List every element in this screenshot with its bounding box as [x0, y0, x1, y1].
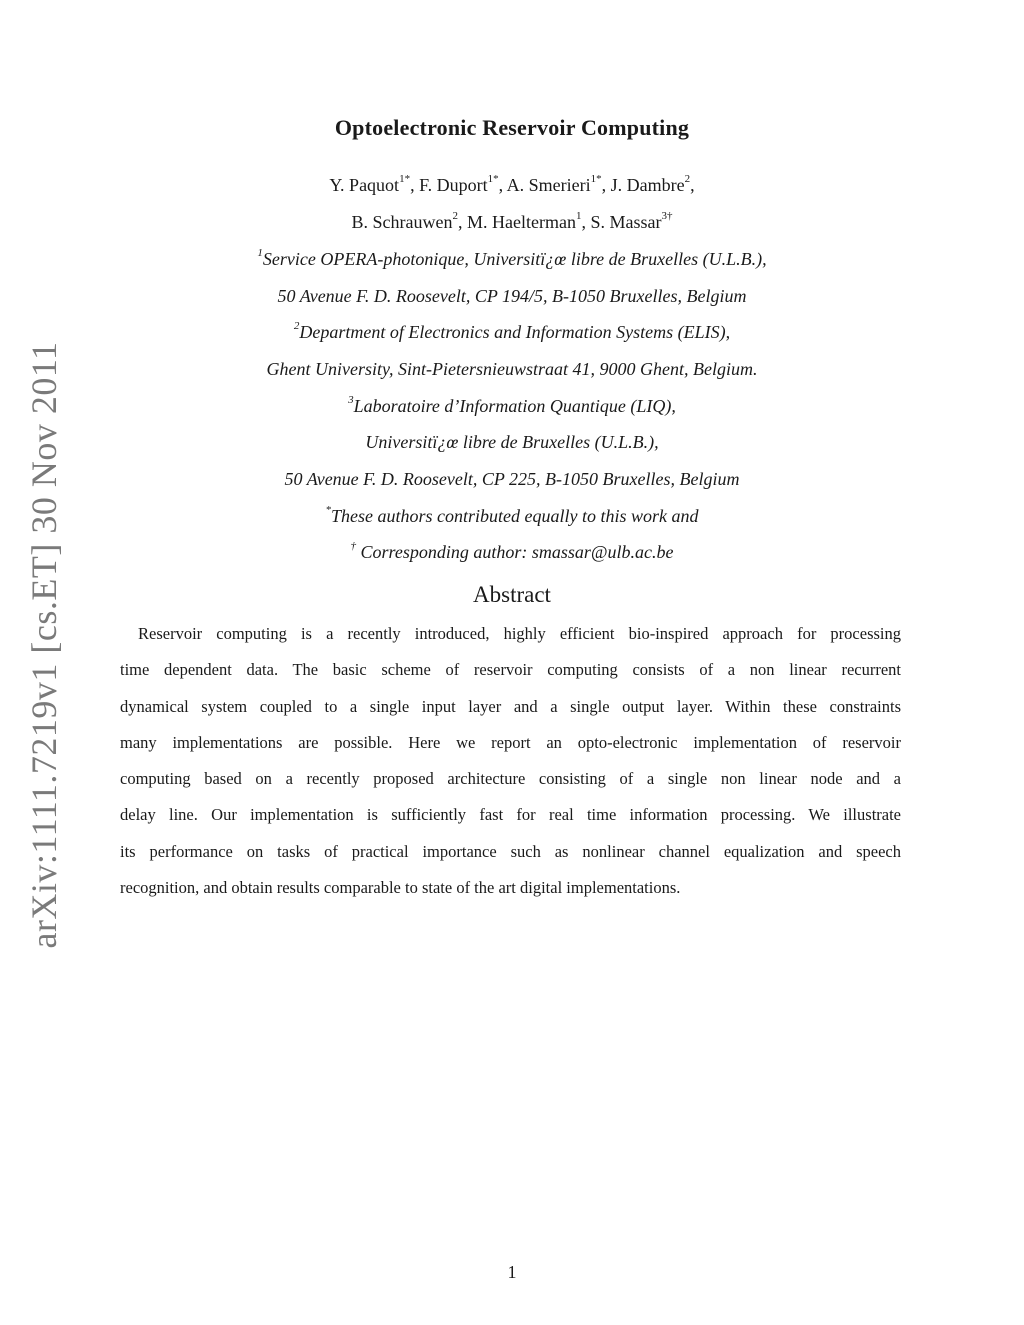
abstract-line: Reservoir computing is a recently introduced, highly efficient bio-inspired approach for processing: [138, 624, 901, 643]
author-affiliation-mark: 2: [452, 210, 458, 222]
affiliation-3-line-2: Universitï¿œ libre de Bruxelles (U.L.B.),: [365, 432, 659, 452]
equal-contribution-note: [0, 506, 1024, 527]
affiliation-2-line-1: [0, 322, 1024, 343]
author-affiliation-mark: 1*: [487, 173, 499, 185]
paper-title: Optoelectronic Reservoir Computing: [334, 115, 690, 140]
author-name: , S. Massar: [581, 212, 662, 232]
author-name: Y. Paquot: [329, 175, 400, 195]
affiliation-3-line-3: 50 Avenue F. D. Roosevelt, CP 225, B-1050 Bruxelles, Belgium: [284, 469, 740, 489]
abstract-line: time dependent data. The basic scheme of reservoir computing consists of a non linear recurrent: [120, 660, 901, 679]
author-affiliation-mark: 3†: [661, 210, 673, 222]
author-affiliation-mark: 1*: [399, 173, 411, 185]
abstract-line: its performance on tasks of practical importance such as nonlinear channel equalization and speech: [120, 842, 901, 861]
abstract-line: many implementations are possible. Here we report an opto-electronic implementation of reservoir: [120, 733, 901, 752]
affiliation-text: Department of Electronics and Information Systems (ELIS),: [299, 322, 731, 342]
note-mark: †: [350, 540, 357, 552]
abstract-line: recognition, and obtain results comparable to state of the art digital implementations.: [120, 878, 681, 897]
author-affiliation-mark: 2: [684, 173, 691, 185]
abstract-line: delay line. Our implementation is sufficiently fast for real time information processing. We illustrate: [120, 805, 901, 824]
author-separator: ,: [690, 175, 695, 195]
author-name: , M. Haelterman: [458, 212, 576, 232]
abstract-line: computing based on a recently proposed architecture consisting of a single non linear node and a: [120, 769, 901, 788]
affiliation-text: Service OPERA-photonique, Universitï¿œ libre de Bruxelles (U.L.B.),: [262, 249, 767, 269]
author-line-1: [0, 175, 1024, 196]
author-line-2: [0, 212, 1024, 233]
affiliation-3-line-1: [0, 396, 1024, 417]
note-text: These authors contributed equally to this work and: [331, 506, 699, 526]
author-affiliation-mark: 1: [575, 210, 582, 222]
author-name: B. Schrauwen: [351, 212, 453, 232]
affiliation-1-line-1: [0, 249, 1024, 270]
abstract-line: dynamical system coupled to a single input layer and a single output layer. Within these constraints: [120, 697, 901, 716]
affiliation-mark: 1: [257, 247, 263, 259]
abstract-heading: Abstract: [473, 582, 551, 607]
author-name: , F. Duport: [410, 175, 488, 195]
note-text: Corresponding author: smassar@ulb.ac.be: [356, 542, 674, 562]
affiliation-text: Laboratoire d’Information Quantique (LIQ),: [353, 396, 676, 416]
author-name: , J. Dambre: [601, 175, 685, 195]
corresponding-author-note: [0, 542, 1024, 563]
note-mark: *: [325, 504, 331, 516]
affiliation-mark: 2: [293, 320, 300, 332]
page-number: 1: [507, 1262, 517, 1282]
affiliation-mark: 3: [348, 394, 354, 406]
affiliation-2-line-2: Ghent University, Sint-Pietersnieuwstraat 41, 9000 Ghent, Belgium.: [266, 359, 758, 379]
arxiv-identifier: arXiv:1111.7219v1 [cs.ET] 30 Nov 2011: [24, 341, 64, 949]
author-name: , A. Smerieri: [498, 175, 591, 195]
author-affiliation-mark: 1*: [590, 173, 602, 185]
affiliation-1-line-2: 50 Avenue F. D. Roosevelt, CP 194/5, B-1050 Bruxelles, Belgium: [277, 286, 747, 306]
